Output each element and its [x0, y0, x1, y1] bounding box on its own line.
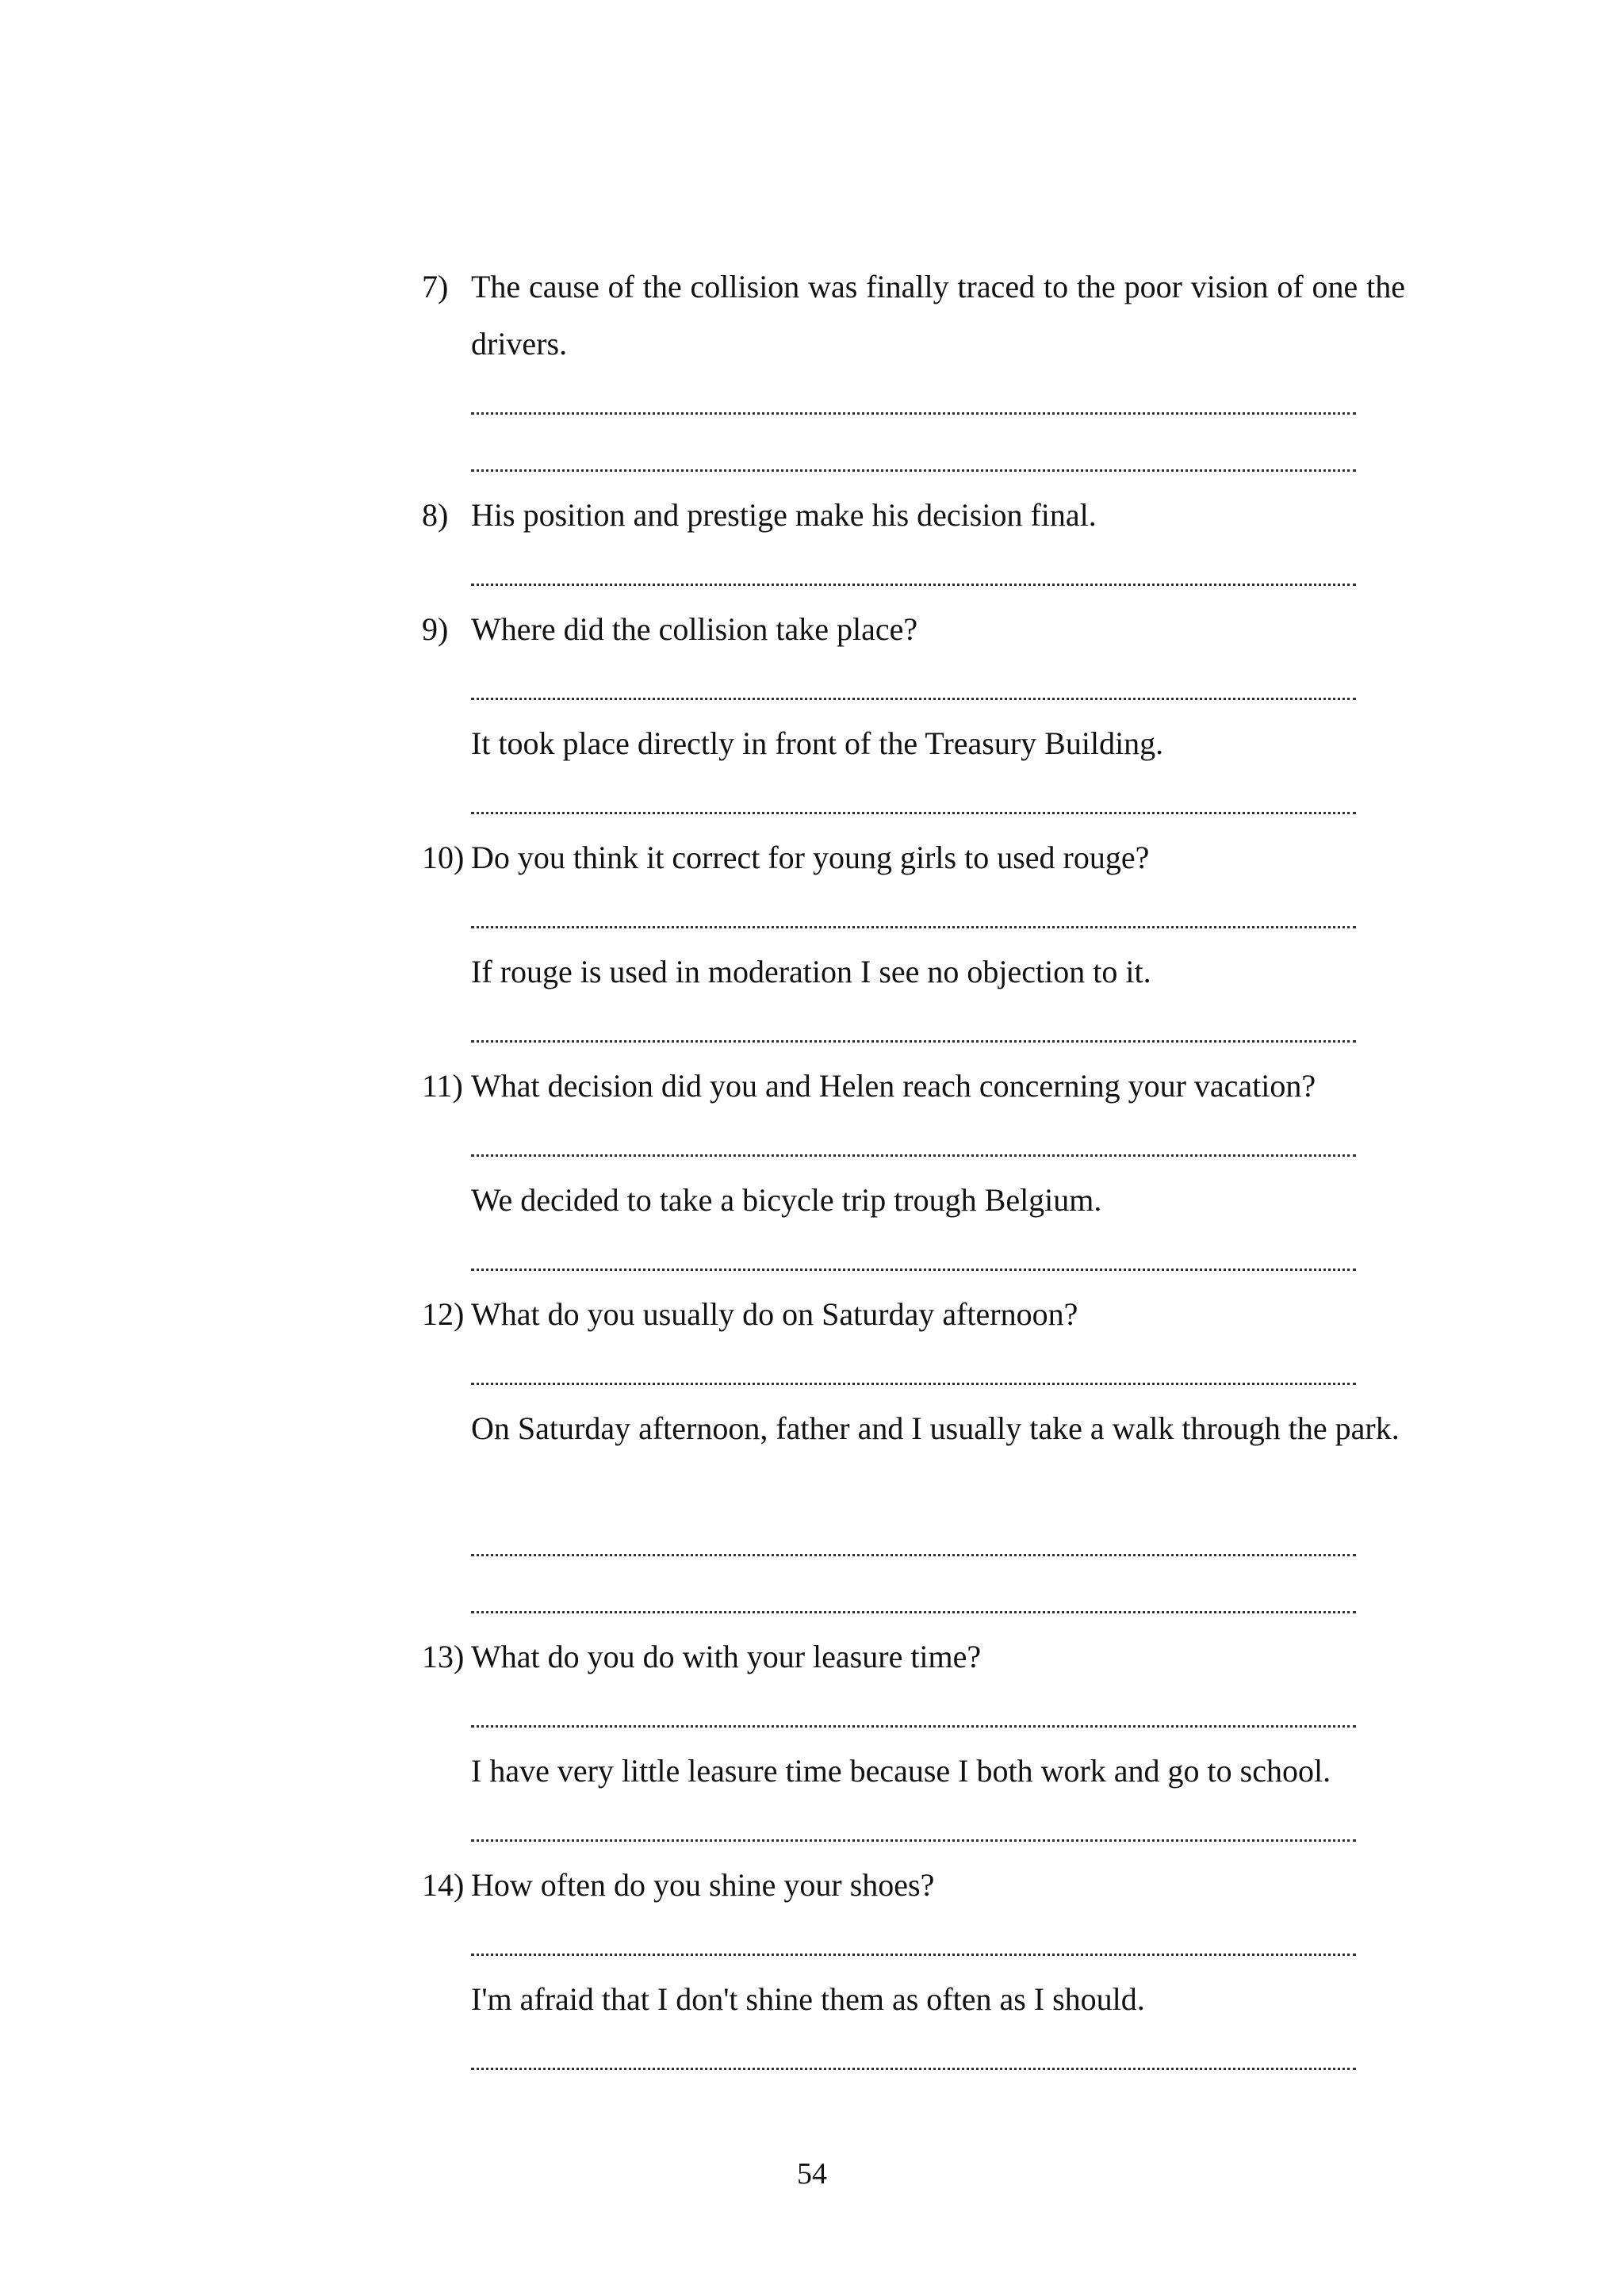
exercise-item-13 [422, 1628, 1405, 1686]
exercise-item-9 [422, 601, 1405, 658]
item-number: 10) [422, 840, 465, 875]
item-number: 13) [422, 1639, 465, 1674]
item-number: 8) [422, 497, 449, 533]
sentence-text: The cause of the collision was finally traced to the poor vision of one the drivers. [471, 269, 1405, 362]
answer-text [471, 1400, 1405, 1514]
question-text: What do you usually do on Saturday afternoon? [471, 1296, 1078, 1332]
question-text: How often do you shine your shoes? [471, 1867, 935, 1903]
answer-text [471, 1172, 1405, 1229]
exercise-item-14 [422, 1857, 1405, 1914]
blank-answer-line [471, 1514, 1356, 1571]
exercise-list [422, 258, 1405, 2085]
item-number: 12) [422, 1296, 465, 1332]
blank-answer-line [471, 373, 1356, 430]
sentence-text: His position and prestige make his decision final. [471, 497, 1097, 533]
answer-text [471, 715, 1405, 772]
blank-answer-line [471, 1115, 1356, 1172]
blank-answer-line [471, 1343, 1356, 1400]
exercise-item-7 [422, 258, 1405, 373]
page-number: 54 [797, 2157, 827, 2191]
question-text: What do you do with your leasure time? [471, 1639, 982, 1674]
blank-answer-line [471, 430, 1356, 487]
answer-sentence: If rouge is used in moderation I see no objection to it. [471, 954, 1151, 989]
exercise-item-12 [422, 1286, 1405, 1343]
answer-sentence: It took place directly in front of the Treasury Building. [471, 725, 1164, 761]
blank-answer-line [471, 544, 1356, 601]
blank-answer-line [471, 1914, 1356, 1971]
blank-answer-line [471, 772, 1356, 829]
item-number: 9) [422, 611, 449, 647]
question-text: Do you think it correct for young girls to used rouge? [471, 840, 1150, 875]
answer-text [471, 1971, 1405, 2028]
answer-sentence: I'm afraid that I don't shine them as often as I should. [471, 1981, 1145, 2017]
answer-sentence: We decided to take a bicycle trip trough Belgium. [471, 1182, 1102, 1218]
blank-answer-line [471, 1571, 1356, 1628]
answer-sentence: I have very little leasure time because I both work and go to school. [471, 1753, 1331, 1789]
item-number: 14) [422, 1867, 465, 1903]
blank-answer-line [471, 1800, 1356, 1857]
blank-answer-line [471, 1686, 1356, 1743]
blank-answer-line [471, 658, 1356, 715]
question-text: Where did the collision take place? [471, 611, 918, 647]
question-text: What decision did you and Helen reach concerning your vacation? [471, 1068, 1316, 1104]
blank-answer-line [471, 1229, 1356, 1286]
blank-answer-line [471, 886, 1356, 943]
exercise-item-8 [422, 487, 1405, 544]
answer-text [471, 1743, 1405, 1800]
blank-answer-line [471, 2028, 1356, 2085]
blank-answer-line [471, 1001, 1356, 1058]
item-number: 7) [422, 269, 449, 304]
answer-text [471, 943, 1405, 1001]
exercise-item-10 [422, 829, 1405, 886]
item-number: 11) [422, 1068, 463, 1104]
exercise-item-11 [422, 1058, 1405, 1115]
answer-sentence: On Saturday afternoon, father and I usually take a walk through the park. [471, 1410, 1400, 1446]
